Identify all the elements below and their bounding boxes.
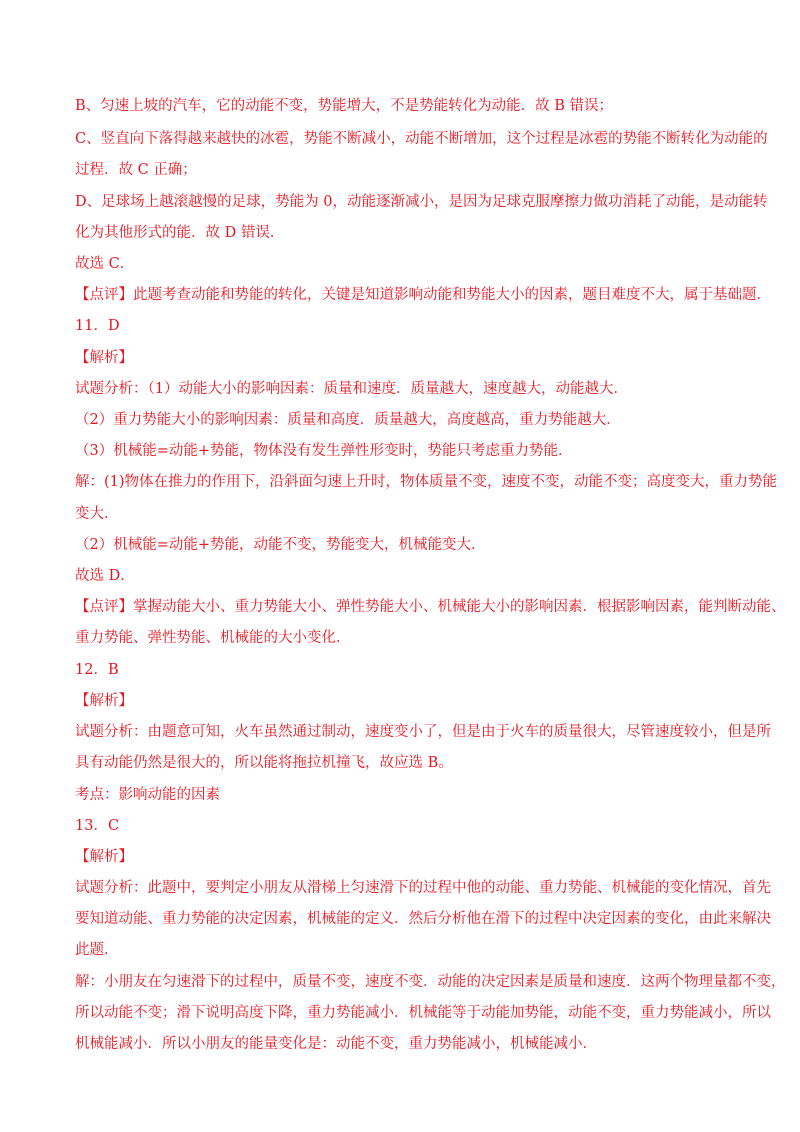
text-line: 【解析】 (75, 693, 133, 709)
text-line: 具有动能仍然是很大的，所以能将拖拉机撞飞，故应选 B。 (75, 755, 453, 771)
text-line: 【点评】此题考查动能和势能的转化，关键是知道影响动能和势能大小的因素，题目难度不大，属于基础题． (75, 287, 771, 303)
text-line: 11．D (75, 318, 120, 334)
text-line: 【点评】掌握动能大小、重力势能大小、弹性势能大小、机械能大小的影响因素．根据影响因素，能判断动能、 (75, 599, 786, 615)
text-line: 变大． (75, 506, 119, 522)
text-line: 试题分析：此题中，要判定小朋友从滑梯上匀速滑下的过程中他的动能、重力势能、机械能的变化情况，首先 (75, 880, 771, 896)
text-line: 重力势能、弹性势能、机械能的大小变化． (75, 630, 351, 646)
text-line: 故选 D． (75, 568, 135, 584)
text-line: D、足球场上越滚越慢的足球，势能为 0，动能逐渐减小，是因为足球克服摩擦力做功消耗了动能，是动能转 (75, 194, 768, 210)
text-line: （2）重力势能大小的影响因素：质量和高度．质量越大，高度越高，重力势能越大． (75, 412, 621, 428)
text-line: 考点：影响动能的因素 (75, 787, 220, 803)
text-line: 试题分析：（1）动能大小的影响因素：质量和速度．质量越大，速度越大，动能越大． (75, 381, 628, 397)
text-line: 解：小朋友在匀速滑下的过程中，质量不变，速度不变．动能的决定因素是质量和速度．这两个物理量都不变， (75, 974, 786, 990)
text-line: 【解析】 (75, 849, 133, 865)
text-line: 过程．故 C 正确； (75, 162, 197, 178)
text-line: （2）机械能=动能+势能，动能不变，势能变大，机械能变大． (75, 537, 486, 553)
text-line: （3）机械能=动能+势能，物体没有发生弹性形变时，势能只考虑重力势能． (75, 443, 573, 459)
text-line: 所以动能不变；滑下说明高度下降，重力势能减小．机械能等于动能加势能，动能不变，重力势能减小，所以 (75, 1005, 771, 1021)
text-line: 13．C (75, 818, 120, 834)
text-line: 解：(1)物体在推力的作用下，沿斜面匀速上升时，物体质量不变，速度不变，动能不变；高度变大，重力势能 (75, 474, 778, 490)
text-line: C、竖直向下落得越来越快的冰雹，势能不断减小，动能不断增加，这个过程是冰雹的势能不断转化为动能的 (75, 131, 768, 147)
text-line: 【解析】 (75, 350, 133, 366)
text-line: 要知道动能、重力势能的决定因素，机械能的定义．然后分析他在滑下的过程中决定因素的变化，由此来解决 (75, 911, 771, 927)
text-line: 试题分析：由题意可知，火车虽然通过制动，速度变小了，但是由于火车的质量很大，尽管速度较小，但是所 (75, 724, 771, 740)
text-line: 故选 C． (75, 256, 135, 272)
text-line: 此题． (75, 942, 119, 958)
text-line: 机械能减小．所以小朋友的能量变化是：动能不变，重力势能减小，机械能减小． (75, 1036, 597, 1052)
text-line: 12．B (75, 662, 119, 678)
text-line: 化为其他形式的能．故 D 错误． (75, 225, 285, 241)
text-line: B、匀速上坡的汽车，它的动能不变，势能增大，不是势能转化为动能．故 B 错误； (75, 98, 614, 114)
